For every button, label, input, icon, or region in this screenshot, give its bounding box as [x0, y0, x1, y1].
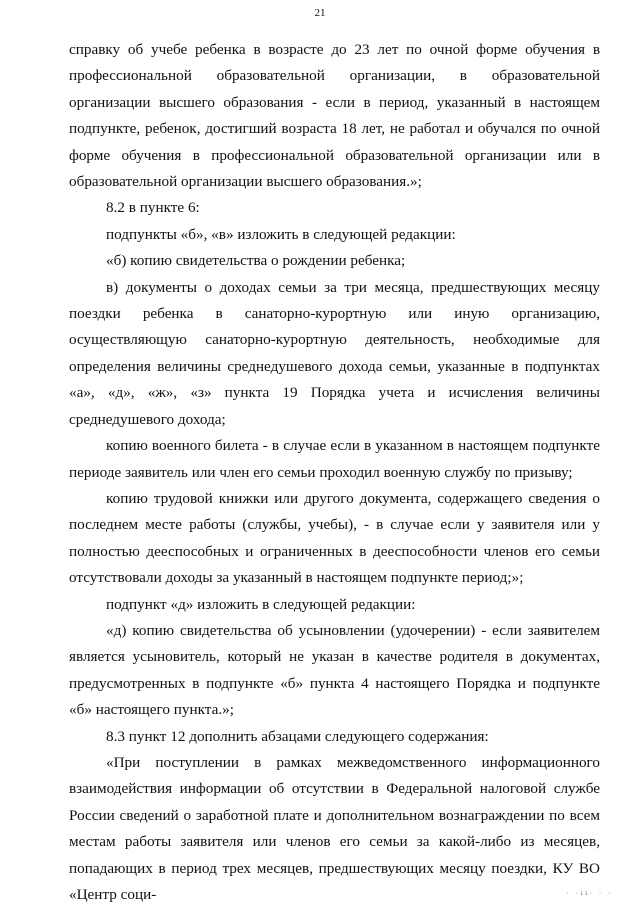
paragraph-interagency-info: «При поступлении в рамках межведомственного информационного взаимодействия информации об отсутствии в Федеральной налоговой службе России сведений о заработной плате и дополнительном вознаграждении по всем местам работы заявителя или членов его семьи за какой-либо из месяцев, попадающих в период трех месяцев, предшествующих месяцу поездки, КУ ВО «Центр соци-: [69, 753, 600, 903]
paragraph-subitem-v: в) документы о доходах семьи за три месяца, предшествующих месяцу поездки ребенка в санаторно-курортную или иную организацию, осуществляющую санаторно-курортную деятельность, необходимые для определения величины среднедушевого дохода семьи, указанные в подпунктах «а», «д», «ж», «з» пункта 19 Порядка учета и исчисления величины среднедушевого дохода;: [69, 278, 600, 428]
paragraph-military-id: копию военного билета - в случае если в указанном в настоящем подпункте периоде заявитель или член его семьи проходил военную службу по призыву;: [69, 437, 600, 481]
paragraph-subitem-d-intro: подпункт «д» изложить в следующей редакции:: [106, 595, 416, 613]
paragraph-work-record-book: копию трудовой книжки или другого документа, содержащего сведения о последнем месте работы (службы, учебы), - в случае если у заявителя или у полностью дееспособных и ограниченных в дееспособности членов его семьи отсутствовали доходы за указанный в настоящем подпункте период;»;: [69, 489, 600, 587]
page-number: 21: [314, 7, 326, 19]
scan-footer-mark: · ·ıı· · ·: [566, 890, 613, 897]
paragraph-subitems-b-v-intro: подпункты «б», «в» изложить в следующей редакции:: [106, 225, 456, 243]
paragraph-subitem-b: «б) копию свидетельства о рождении ребенка;: [106, 252, 406, 270]
paragraph-subitem-d: «д) копию свидетельства об усыновлении (удочерении) - если заявителем является усыновитель, который не указан в качестве родителя в документах, предусмотренных в подпункте «б» пункта 4 настоящего Порядка и подпункте «б» настоящего пункта.»;: [69, 621, 600, 719]
paragraph-certificate-of-study: справку об учебе ребенка в возрасте до 23 лет по очной форме обучения в профессиональной образовательной организации, в образовательной организации высшего образования - если в период, указанный в настоящем подпункте, ребенок, достигший возраста 18 лет, не работал и обучался по очной форме обучения в профессиональной образовательной организации или в образовательной организации высшего образования.»;: [69, 41, 600, 191]
paragraph-8-2-heading: 8.2 в пункте 6:: [106, 199, 200, 217]
paragraph-8-3-heading: 8.3 пункт 12 дополнить абзацами следующего содержания:: [106, 727, 489, 745]
document-body: [69, 37, 600, 908]
